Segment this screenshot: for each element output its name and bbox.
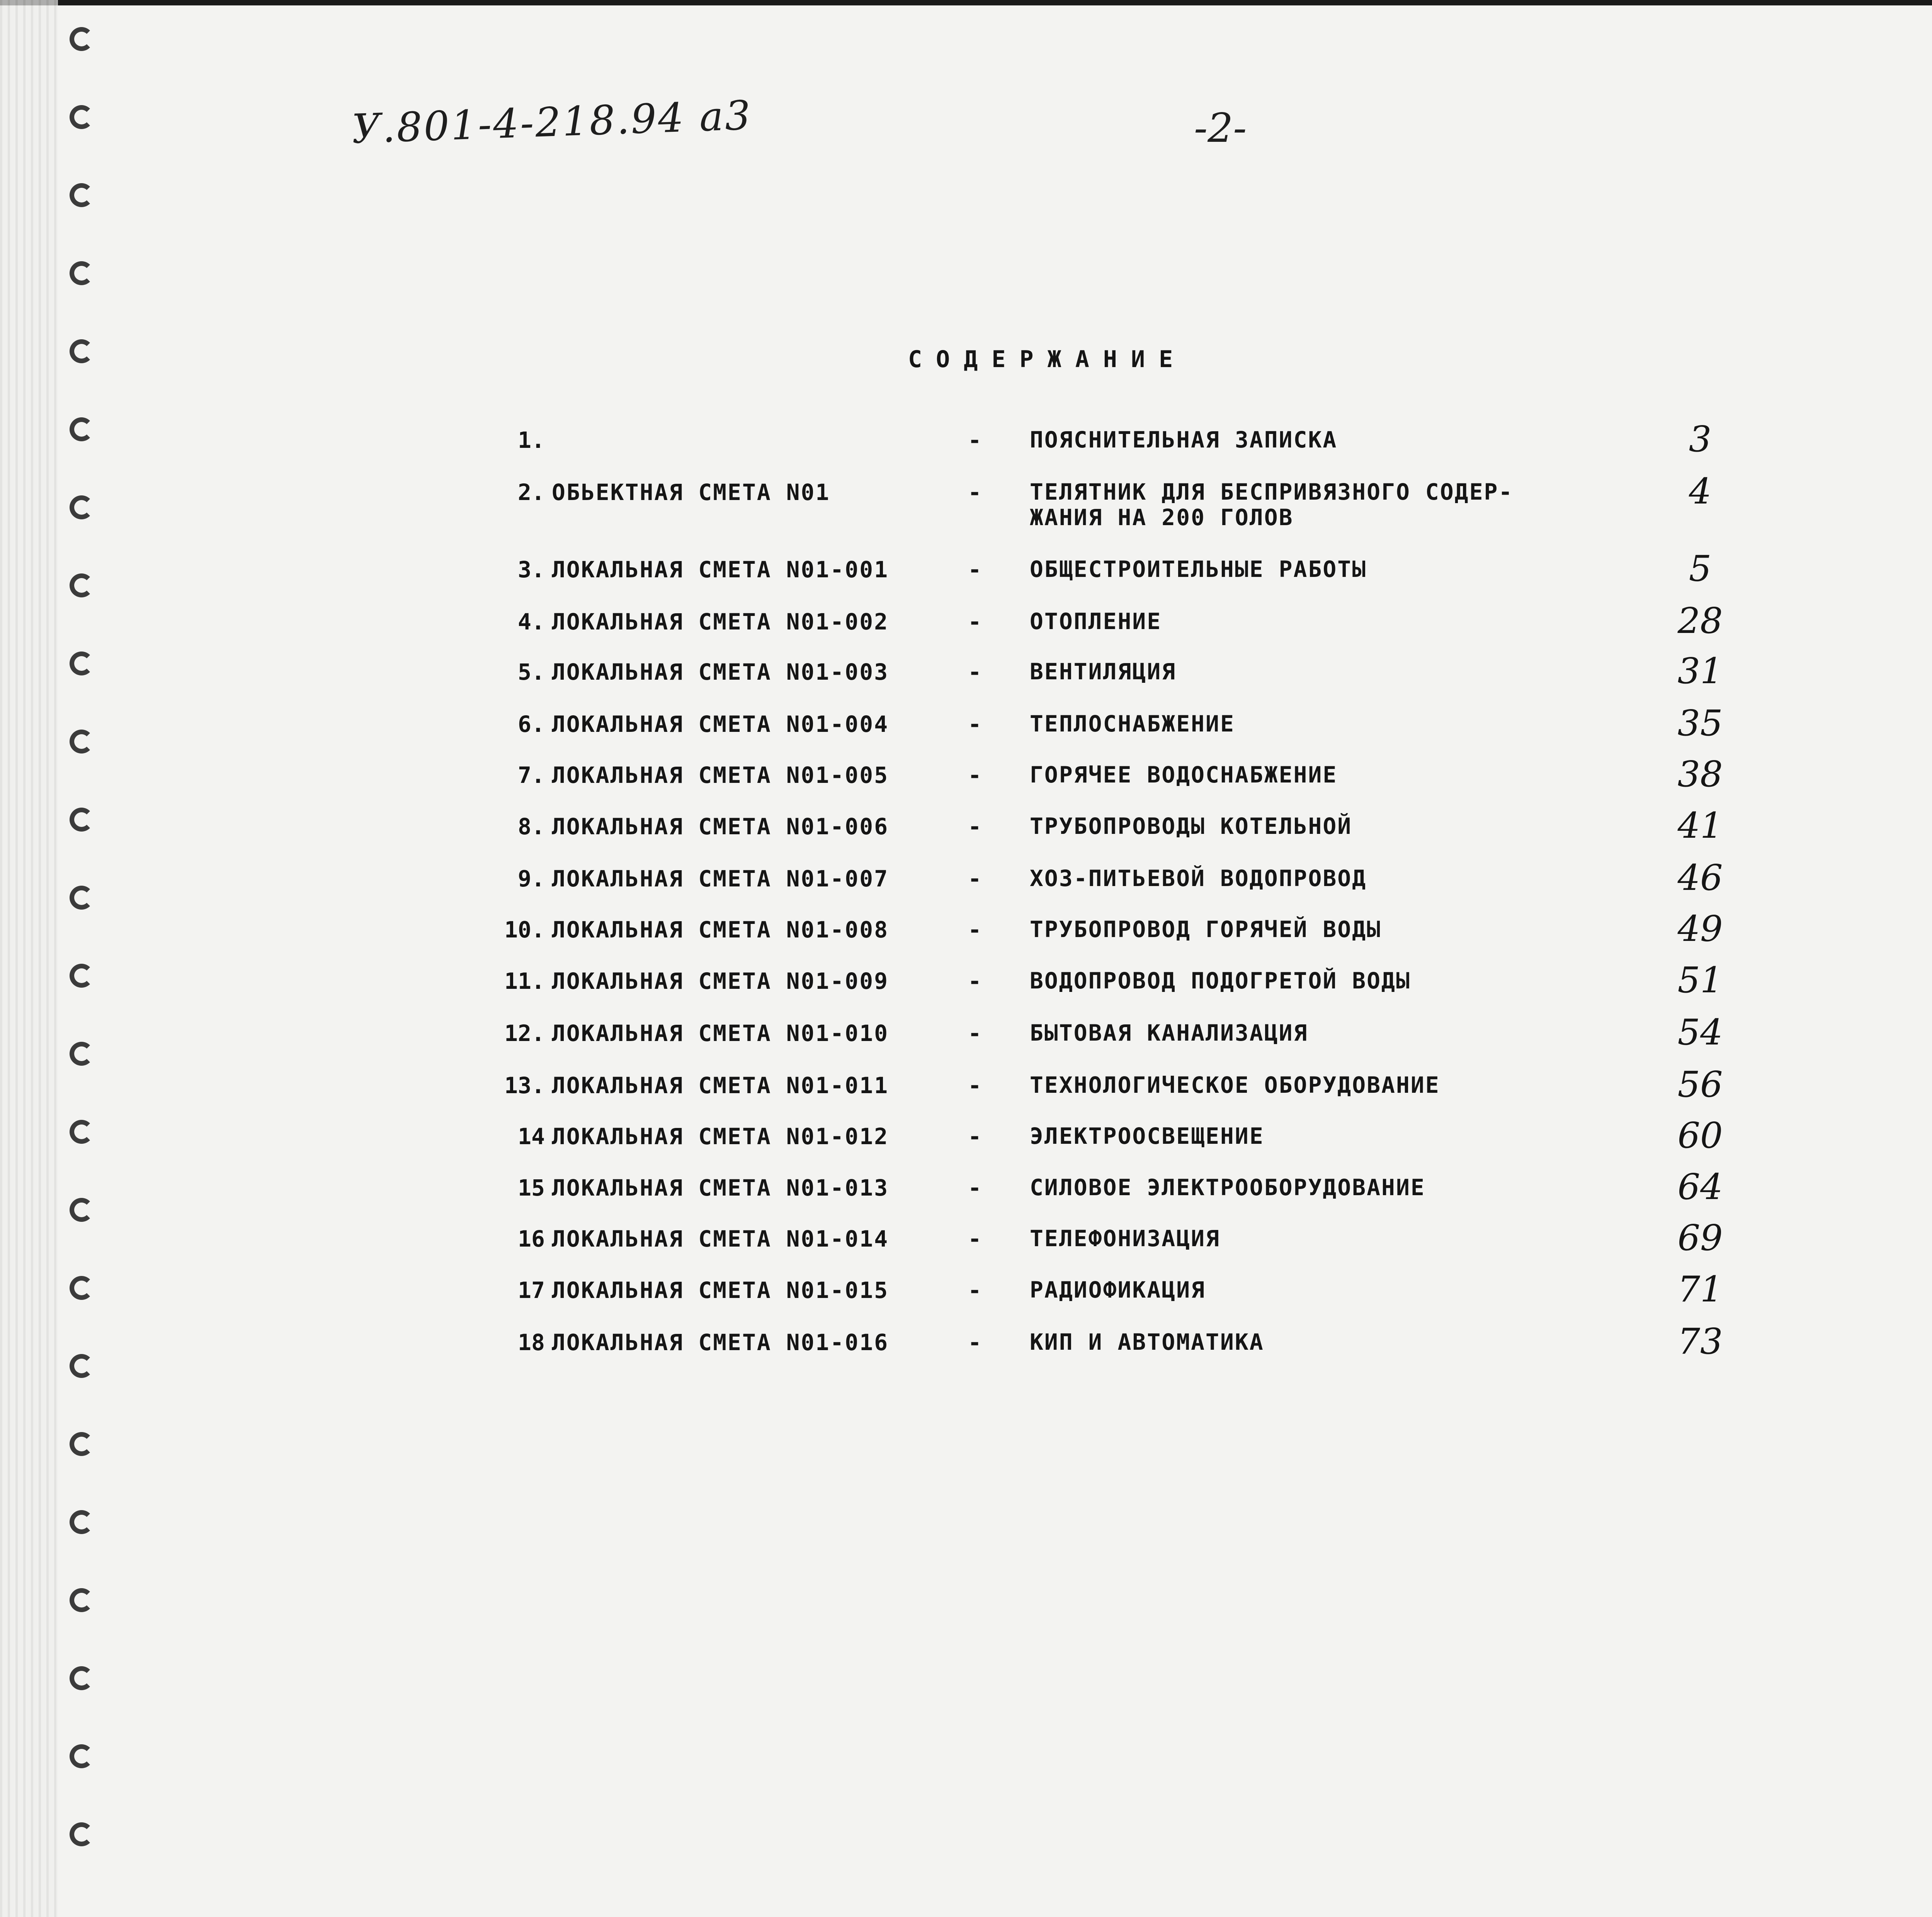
toc-item-number: 16 xyxy=(518,1226,545,1252)
toc-item-number: 17 xyxy=(518,1277,545,1303)
toc-item-page: 3 xyxy=(1689,418,1712,460)
toc-item-dash: - xyxy=(968,866,981,892)
toc-item-dash: - xyxy=(968,479,981,505)
toc-item-dash: - xyxy=(968,968,981,994)
toc-item-reference: ЛОКАЛЬНАЯ СМЕТА N01-008 xyxy=(552,917,889,943)
toc-item-dash: - xyxy=(968,1277,981,1303)
toc-item-page: 64 xyxy=(1677,1166,1723,1208)
toc-item-number: 15 xyxy=(518,1175,545,1201)
toc-item-title: ОТОПЛЕНИЕ xyxy=(1030,608,1162,634)
toc-item-reference: ЛОКАЛЬНАЯ СМЕТА N01-013 xyxy=(552,1175,889,1201)
perforation-hole xyxy=(70,183,94,207)
page-number: -2- xyxy=(1194,104,1247,151)
toc-item-title: ОБЩЕСТРОИТЕЛЬНЫЕ РАБОТЫ xyxy=(1030,556,1367,582)
perforation-hole xyxy=(70,1822,94,1846)
toc-item-title: ХОЗ-ПИТЬЕВОЙ ВОДОПРОВОД xyxy=(1030,865,1367,891)
toc-item-page: 73 xyxy=(1677,1321,1723,1362)
toc-item-number: 4. xyxy=(518,609,545,635)
toc-item-dash: - xyxy=(968,1020,981,1046)
perforation-hole xyxy=(70,339,94,363)
toc-item-dash: - xyxy=(968,711,981,737)
toc-item-page: 51 xyxy=(1677,959,1723,1001)
toc-item-page: 28 xyxy=(1677,600,1723,641)
toc-row xyxy=(0,600,1932,655)
toc-item-dash: - xyxy=(968,1329,981,1356)
perforation-hole xyxy=(70,261,94,285)
scan-top-edge xyxy=(0,0,1932,5)
toc-item-dash: - xyxy=(968,427,981,453)
toc-item-page: 54 xyxy=(1677,1012,1723,1053)
toc-item-reference: ЛОКАЛЬНАЯ СМЕТА N01-001 xyxy=(552,556,889,583)
toc-item-reference: ОБЬЕКТНАЯ СМЕТА N01 xyxy=(552,479,830,505)
toc-item-reference: ЛОКАЛЬНАЯ СМЕТА N01-002 xyxy=(552,609,889,635)
toc-item-number: 11. xyxy=(504,968,545,994)
toc-item-reference: ЛОКАЛЬНАЯ СМЕТА N01-006 xyxy=(552,813,889,840)
toc-item-number: 12. xyxy=(504,1020,545,1046)
toc-item-dash: - xyxy=(968,1226,981,1252)
toc-item-page: 71 xyxy=(1677,1269,1723,1310)
perforation-hole xyxy=(70,105,94,129)
toc-item-page: 46 xyxy=(1677,857,1723,898)
toc-item-page: 60 xyxy=(1677,1115,1723,1156)
toc-item-number: 13. xyxy=(504,1072,545,1099)
perforation-hole xyxy=(70,1744,94,1768)
toc-item-reference: ЛОКАЛЬНАЯ СМЕТА N01-005 xyxy=(552,762,889,788)
perforation-hole xyxy=(70,27,94,51)
toc-item-title: СИЛОВОЕ ЭЛЕКТРООБОРУДОВАНИЕ xyxy=(1030,1174,1425,1201)
toc-row xyxy=(0,857,1932,912)
toc-item-title: ТРУБОПРОВОД ГОРЯЧЕЙ ВОДЫ xyxy=(1030,916,1382,942)
toc-item-title: ТЕЛЯТНИК ДЛЯ БЕСПРИВЯЗНОГО СОДЕР- ЖАНИЯ НА 200 ГОЛОВ xyxy=(1030,479,1514,531)
toc-item-dash: - xyxy=(968,1072,981,1099)
toc-item-reference: ЛОКАЛЬНАЯ СМЕТА N01-004 xyxy=(552,711,889,737)
toc-item-reference: ЛОКАЛЬНАЯ СМЕТА N01-010 xyxy=(552,1020,889,1046)
toc-row xyxy=(0,1217,1932,1272)
toc-item-number: 6. xyxy=(518,711,545,737)
toc-item-title: КИП И АВТОМАТИКА xyxy=(1030,1329,1264,1355)
toc-item-page: 69 xyxy=(1677,1217,1723,1259)
toc-item-page: 4 xyxy=(1689,471,1712,512)
toc-item-number: 8. xyxy=(518,813,545,840)
toc-item-reference: ЛОКАЛЬНАЯ СМЕТА N01-012 xyxy=(552,1123,889,1150)
toc-row xyxy=(0,471,1932,531)
toc-item-dash: - xyxy=(968,813,981,840)
toc-item-dash: - xyxy=(968,1123,981,1150)
toc-item-number: 3. xyxy=(518,556,545,583)
toc-row xyxy=(0,1166,1932,1221)
toc-row xyxy=(0,1064,1932,1119)
toc-row xyxy=(0,703,1932,757)
toc-item-title: БЫТОВАЯ КАНАЛИЗАЦИЯ xyxy=(1030,1020,1308,1046)
toc-item-page: 41 xyxy=(1677,805,1723,846)
toc-item-title: ПОЯСНИТЕЛЬНАЯ ЗАПИСКА xyxy=(1030,427,1338,453)
toc-item-reference: ЛОКАЛЬНАЯ СМЕТА N01-011 xyxy=(552,1072,889,1099)
toc-item-title: РАДИОФИКАЦИЯ xyxy=(1030,1277,1206,1303)
toc-item-page: 38 xyxy=(1677,754,1723,795)
toc-item-reference: ЛОКАЛЬНАЯ СМЕТА N01-015 xyxy=(552,1277,889,1303)
toc-item-dash: - xyxy=(968,762,981,788)
toc-item-page: 5 xyxy=(1689,548,1712,589)
toc-item-reference: ЛОКАЛЬНАЯ СМЕТА N01-003 xyxy=(552,659,889,685)
toc-item-number: 14 xyxy=(518,1123,545,1150)
toc-item-reference: ЛОКАЛЬНАЯ СМЕТА N01-016 xyxy=(552,1329,889,1356)
perforation-hole xyxy=(70,1666,94,1690)
toc-row xyxy=(0,1321,1932,1376)
toc-item-number: 18 xyxy=(518,1329,545,1356)
perforation-hole xyxy=(70,1510,94,1534)
toc-row xyxy=(0,805,1932,860)
toc-item-number: 2. xyxy=(518,479,545,505)
toc-row xyxy=(0,548,1932,603)
toc-item-reference: ЛОКАЛЬНАЯ СМЕТА N01-009 xyxy=(552,968,889,994)
toc-item-title: ТЕЛЕФОНИЗАЦИЯ xyxy=(1030,1225,1220,1252)
contents-heading: СОДЕРЖАНИЕ xyxy=(908,346,1187,373)
document-code: У.801-4-218.94 а3 xyxy=(351,91,753,153)
toc-item-number: 7. xyxy=(518,762,545,788)
perforation-hole xyxy=(70,1588,94,1612)
toc-item-dash: - xyxy=(968,1175,981,1201)
toc-item-title: ТРУБОПРОВОДЫ КОТЕЛЬНОЙ xyxy=(1030,813,1352,839)
toc-item-title: ГОРЯЧЕЕ ВОДОСНАБЖЕНИЕ xyxy=(1030,762,1338,788)
toc-row xyxy=(0,1269,1932,1323)
toc-item-title: ВОДОПРОВОД ПОДОГРЕТОЙ ВОДЫ xyxy=(1030,968,1411,994)
toc-item-title: ВЕНТИЛЯЦИЯ xyxy=(1030,658,1177,685)
toc-item-dash: - xyxy=(968,609,981,635)
toc-item-dash: - xyxy=(968,917,981,943)
toc-row xyxy=(0,418,1932,473)
toc-item-page: 35 xyxy=(1677,703,1723,744)
toc-item-title: ТЕХНОЛОГИЧЕСКОЕ ОБОРУДОВАНИЕ xyxy=(1030,1072,1440,1098)
toc-item-dash: - xyxy=(968,659,981,685)
toc-row xyxy=(0,908,1932,963)
toc-item-title: ЭЛЕКТРООСВЕЩЕНИЕ xyxy=(1030,1123,1264,1149)
toc-item-title: ТЕПЛОСНАБЖЕНИЕ xyxy=(1030,711,1235,737)
toc-item-page: 31 xyxy=(1677,650,1723,692)
toc-item-number: 10. xyxy=(504,917,545,943)
toc-row xyxy=(0,754,1932,808)
toc-item-reference: ЛОКАЛЬНАЯ СМЕТА N01-014 xyxy=(552,1226,889,1252)
toc-row xyxy=(0,1115,1932,1170)
toc-row xyxy=(0,1012,1932,1067)
toc-item-number: 5. xyxy=(518,659,545,685)
toc-item-number: 1. xyxy=(518,427,545,453)
toc-item-reference: ЛОКАЛЬНАЯ СМЕТА N01-007 xyxy=(552,866,889,892)
toc-item-page: 56 xyxy=(1677,1064,1723,1105)
perforation-hole xyxy=(70,1432,94,1456)
toc-item-page: 49 xyxy=(1677,908,1723,949)
toc-item-number: 9. xyxy=(518,866,545,892)
toc-row xyxy=(0,959,1932,1014)
toc-item-dash: - xyxy=(968,556,981,583)
toc-row xyxy=(0,650,1932,705)
